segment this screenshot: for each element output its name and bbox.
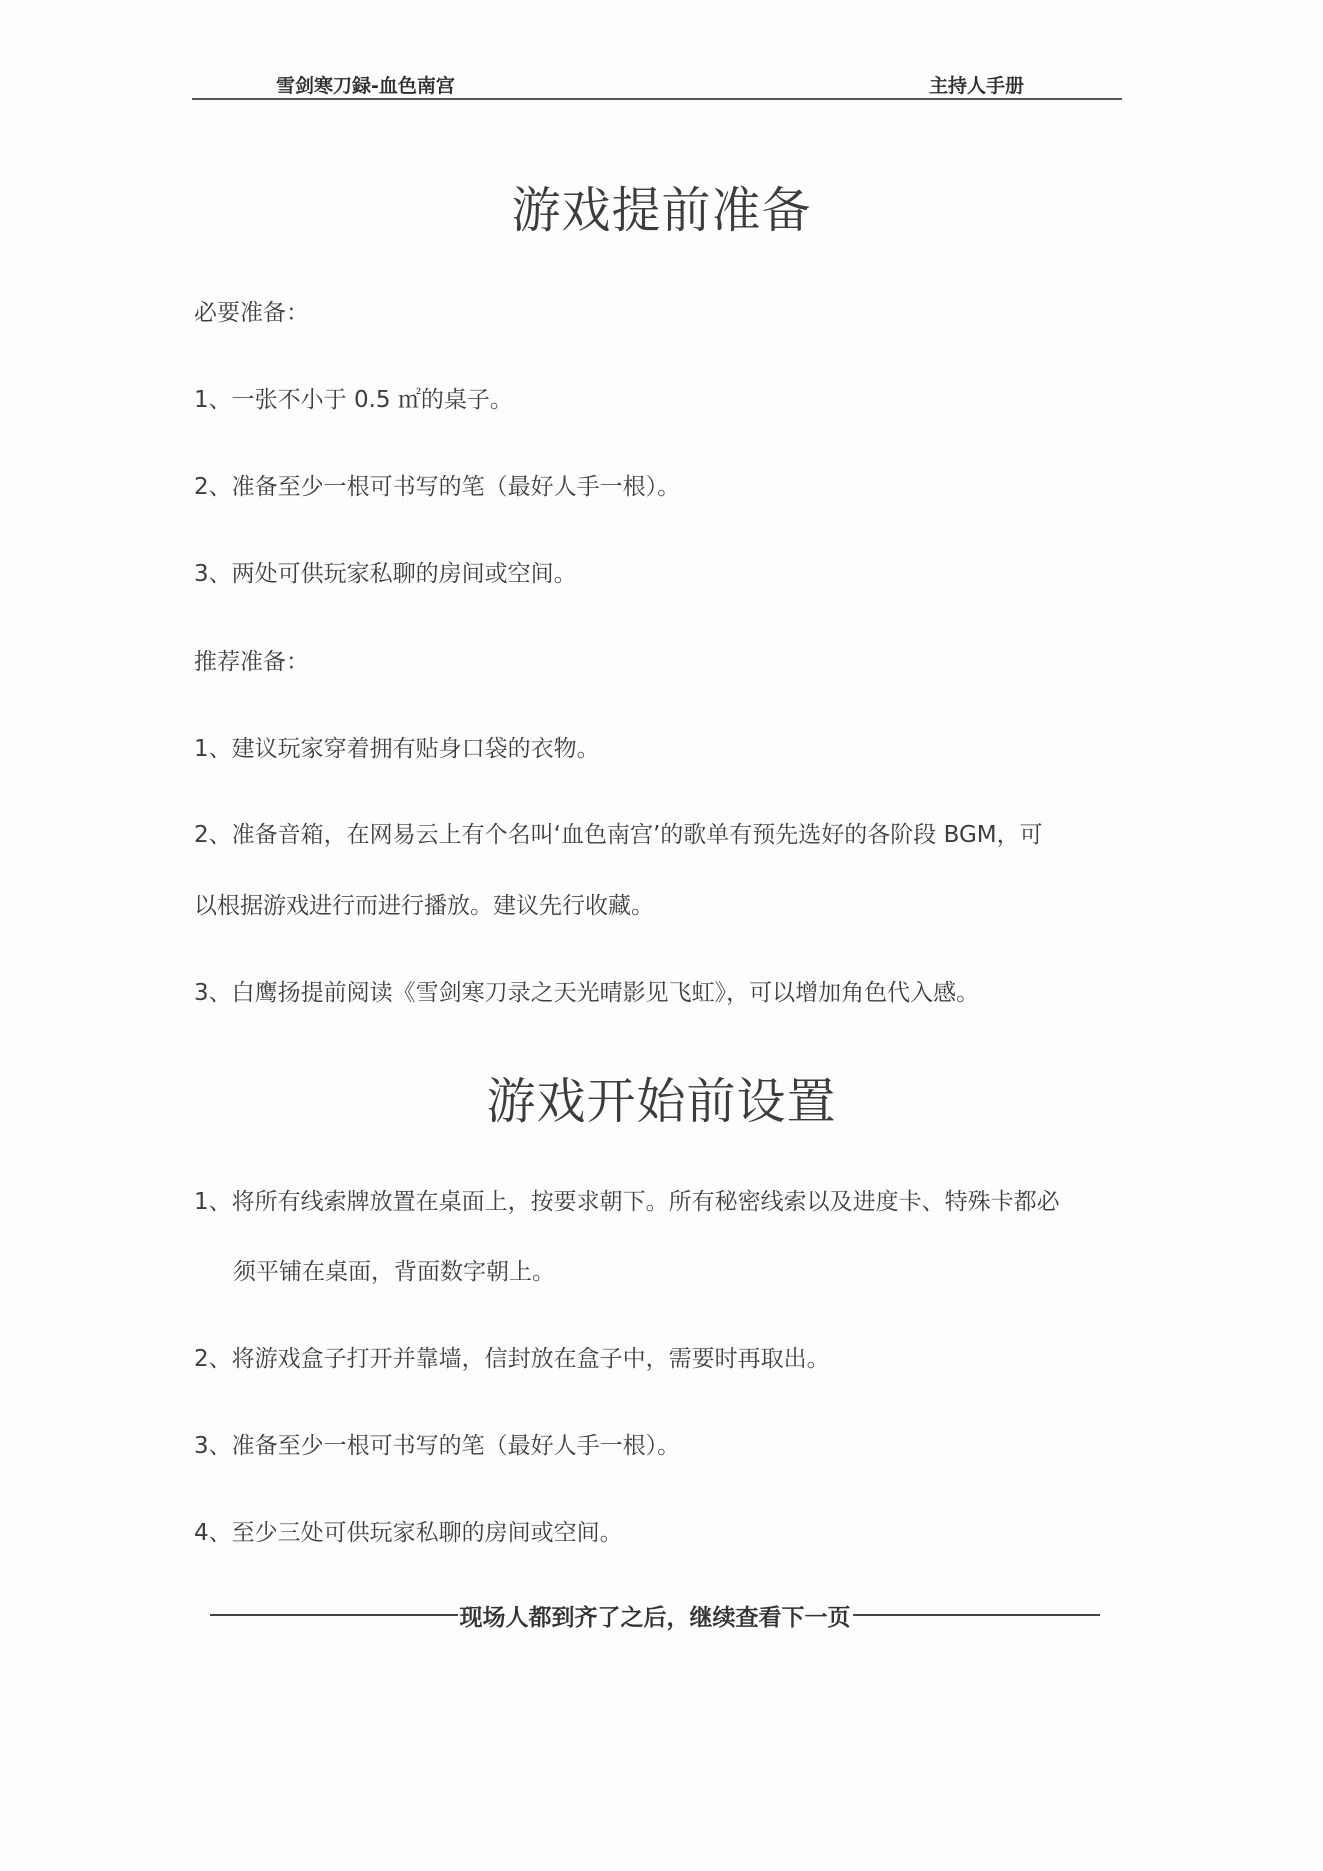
required-item-2: 2、准备至少一根可书写的笔（最好人手一根）。 <box>194 474 681 500</box>
section-title-setup: 游戏开始前设置 <box>486 1073 837 1130</box>
recommended-item-2: 2、准备音箱，在网易云上有个名叫‘血色南宫’的歌单有预先选好的各阶段 BGM，可 <box>194 822 1043 848</box>
next-page-text: 现场人都到齐了之后，继续查看下一页 <box>459 1604 851 1631</box>
recommended-item-2-continued: 以根据游戏进行而进行播放。建议先行收藏。 <box>194 893 654 919</box>
right-rule <box>853 1614 1101 1616</box>
left-rule <box>210 1614 458 1616</box>
required-item-1: 1、一张不小于 0.5 ㎡的桌子。 <box>194 387 513 413</box>
running-header <box>192 68 1122 100</box>
setup-item-2: 2、将游戏盒子打开并靠墙，信封放在盒子中，需要时再取出。 <box>194 1346 830 1372</box>
section-title-preparation: 游戏提前准备 <box>511 182 812 239</box>
setup-item-1: 1、将所有线索牌放置在桌面上，按要求朝下。所有秘密线索以及进度卡、特殊卡都必 <box>194 1189 1060 1215</box>
recommended-item-1: 1、建议玩家穿着拥有贴身口袋的衣物。 <box>194 736 600 762</box>
recommended-item-3: 3、白鹰扬提前阅读《雪剑寒刀录之天光晴影见飞虹》，可以增加角色代入感。 <box>194 980 980 1006</box>
setup-item-1-continued: 须平铺在桌面，背面数字朝上。 <box>233 1259 555 1285</box>
header-book-title: 雪剑寒刀録-血色南宫 <box>276 75 455 97</box>
setup-item-3: 3、准备至少一根可书写的笔（最好人手一根）。 <box>194 1433 681 1459</box>
required-label: 必要准备： <box>194 300 309 326</box>
header-manual-label: 主持人手册 <box>928 75 1024 97</box>
setup-item-4: 4、至少三处可供玩家私聊的房间或空间。 <box>194 1520 623 1546</box>
required-item-3: 3、两处可供玩家私聊的房间或空间。 <box>194 561 577 587</box>
next-page-note <box>210 1600 1100 1630</box>
recommended-label: 推荐准备： <box>194 649 309 675</box>
